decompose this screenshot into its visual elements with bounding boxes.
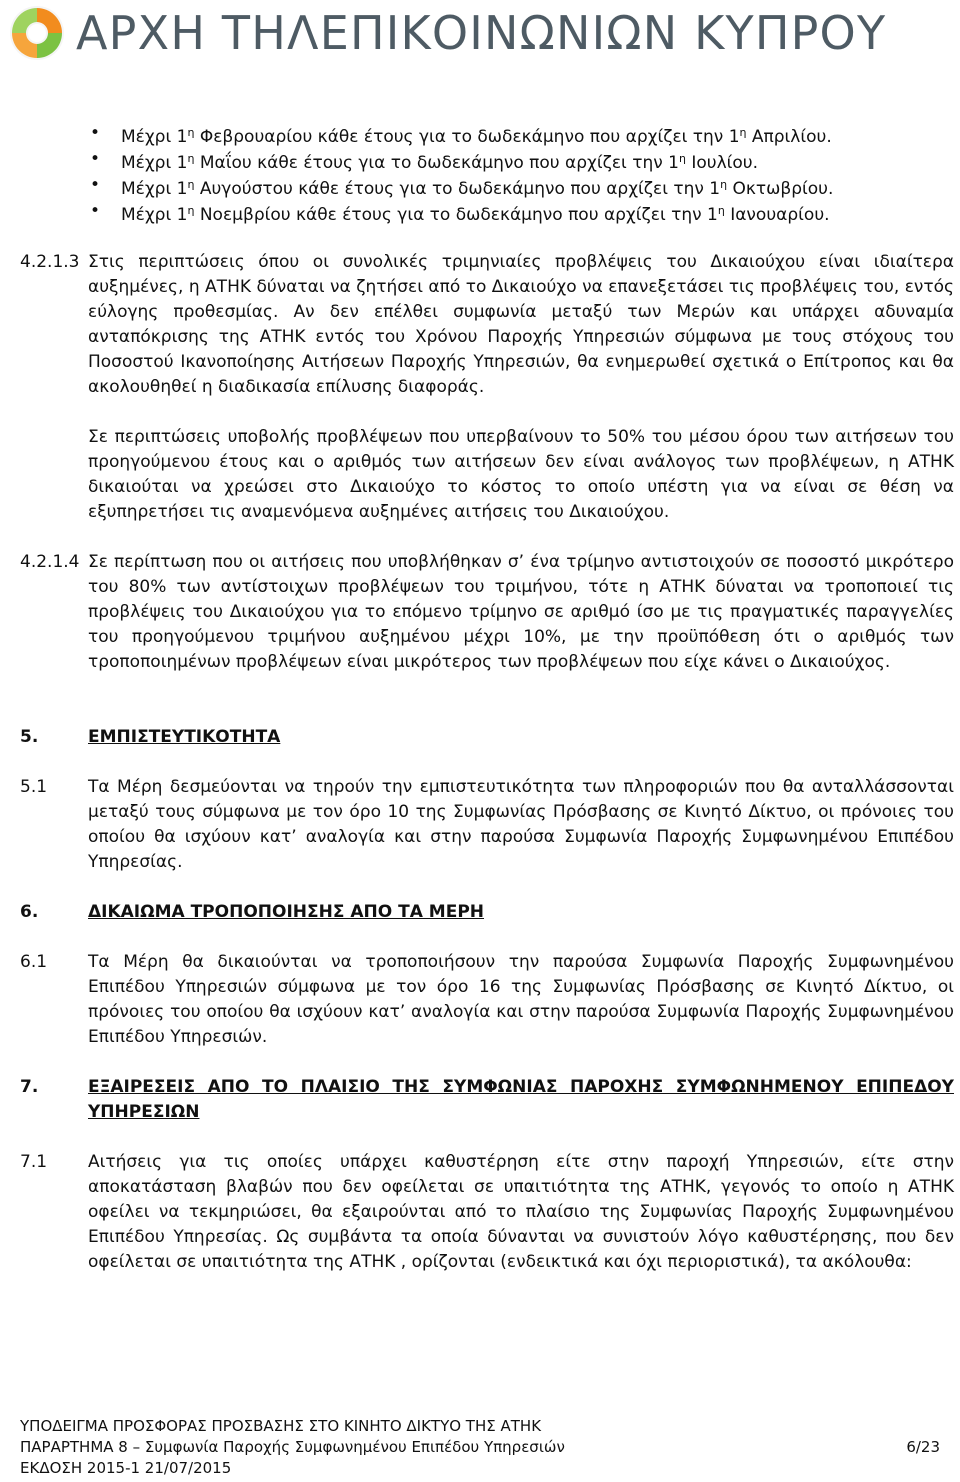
bullet-icon: • — [90, 123, 101, 143]
section-number: 6.1 — [20, 952, 48, 972]
organization-name: ΑΡΧΗ ΤΗΛΕΠΙΚΟΙΝΩΝΙΩΝ ΚΥΠΡΟΥ — [76, 6, 887, 60]
bullet-icon: • — [90, 149, 101, 169]
section-number: 4.2.1.3 — [20, 252, 80, 272]
section-number: 7.1 — [20, 1152, 48, 1172]
heading-title: ΔΙΚΑΙΩΜΑ ΤΡΟΠΟΠΟΙΗΣΗΣ ΑΠΟ ΤΑ ΜΕΡΗ — [88, 902, 485, 922]
document-header — [0, 0, 960, 72]
bullet-icon: • — [90, 175, 101, 195]
footer-version: ΕΚΔΟΣΗ 2015-1 21/07/2015 — [20, 1459, 232, 1477]
footer-document-title: ΥΠΟΔΕΙΓΜΑ ΠΡΟΣΦΟΡΑΣ ΠΡΟΣΒΑΣΗΣ ΣΤΟ ΚΙΝΗΤΟ ΔΙΚΤΥΟ ΤΗΣ ΑΤΗΚ — [20, 1417, 542, 1435]
section-heading-7 — [88, 1075, 954, 1125]
heading-number: 5. — [20, 727, 39, 747]
atek-logo-icon — [8, 4, 66, 62]
page-number: 6/23 — [906, 1438, 940, 1456]
paragraph-5-1: Τα Μέρη δεσμεύονται να τηρούν την εμπιστευτικότητα των πληροφοριών που θα ανταλλάσσονται μεταξύ τους σύμφωνα με τον όρο 10 της Συμφωνίας Πρόσβασης σε Κινητό Δίκτυο, οι πρόνοιες του οποίου θα ισχύουν κατ’ αναλογία και στην παρούσα Συμφωνία Παροχής Συμφωνημένου Επιπέδου Υπηρεσίας. — [88, 777, 954, 872]
section-number: 4.2.1.4 — [20, 552, 80, 572]
section-heading-6 — [20, 900, 950, 925]
footer-annex-title: ΠΑΡΑΡΤΗΜΑ 8 – Συμφωνία Παροχής Συμφωνημένου Επιπέδου Υπηρεσιών — [20, 1438, 565, 1456]
paragraph-7-1: Αιτήσεις για τις οποίες υπάρχει καθυστέρηση είτε στην παροχή Υπηρεσιών, είτε στην αποκατάσταση βλαβών που δεν οφείλεται σε υπαιτιότητα της ΑΤΗΚ, γεγονός το οποίο η ΑΤΗΚ οφείλει να τεκμηριώσει, θα εξαιρούνται από το πλαίσιο της Συμφωνίας Παροχής Συμφωνημένου Επιπέδου Υπηρεσίας. Ως συμβάντα τα οποία δύνανται να συνιστούν λόγο καθυστέρησης, που δεν οφείλεται σε υπαιτιότητα της ΑΤΗΚ , ορίζονται (ενδεικτικά και όχι περιοριστικά), τα ακόλουθα: — [88, 1152, 954, 1272]
paragraph-4-2-1-3: Στις περιπτώσεις όπου οι συνολικές τριμηνιαίες προβλέψεις του Δικαιούχου είναι ιδιαίτερα αυξημένες, η ΑΤΗΚ δύναται να ζητήσει από το Δικαιούχο να επανεξετάσει τις προβλέψεις του, εντός εύλογης προθεσμίας. Αν δεν επέλθει συμφωνία μεταξύ των Μερών και υπάρχει αδυναμία ανταπόκρισης της ΑΤΗΚ εντός του Χρόνου Παροχής Υπηρεσιών σύμφωνα με τους στόχους του Ποσοστού Ικανοποίησης Αιτήσεων Παροχής Υπηρεσιών, θα ενημερωθεί σχετικά ο Επίτροπος και θα ακολουθηθεί η διαδικασία επίλυσης διαφοράς. — [88, 252, 954, 397]
section-heading-5 — [20, 725, 950, 750]
heading-number: 7. — [20, 1077, 39, 1097]
document-footer — [20, 1416, 940, 1479]
heading-number: 6. — [20, 902, 39, 922]
heading-title: ΕΞΑΙΡΕΣΕΙΣ ΑΠΟ ΤΟ ΠΛΑΙΣΙΟ ΤΗΣ ΣΥΜΦΩΝΙΑΣ ΠΑΡΟΧΗΣ ΣΥΜΦΩΝΗΜΕΝΟΥ ΕΠΙΠΕΔΟΥ ΥΠΗΡΕΣΙΩΝ — [88, 1077, 954, 1122]
bullet-icon: • — [90, 201, 101, 221]
paragraph-6-1: Τα Μέρη θα δικαιούνται να τροποποιήσουν την παρούσα Συμφωνία Παροχής Συμφωνημένου Επιπέδου Υπηρεσιών σύμφωνα με τον όρο 16 της Συμφωνίας Πρόσβασης σε Κινητό Δίκτυο, οι πρόνοιες του οποίου θα ισχύουν κατ’ αναλογία και στην παρούσα Συμφωνία Παροχής Συμφωνημένου Επιπέδου Υπηρεσιών. — [88, 952, 954, 1047]
paragraph-4-2-1-4: Σε περίπτωση που οι αιτήσεις που υποβλήθηκαν σ’ ένα τρίμηνο αντιστοιχούν σε ποσοστό μικρότερο του 80% των αντίστοιχων προβλέψεων του τριμήνου, τότε η ΑΤΗΚ δύναται να τροποποιεί τις προβλέψεις του Δικαιούχου για το επόμενο τρίμηνο σε αριθμό ίσο με τις πραγματικές παραγγελίες του προηγούμενου τριμήνου αυξημένου μέχρι 10%, με την προϋπόθεση ότι ο αριθμός των τροποποιημένων προβλέψεων είναι μικρότερος των προβλέψεων που είχε κάνει ο Δικαιούχος. — [88, 552, 954, 672]
paragraph-4-2-1-3-continued: Σε περιπτώσεις υποβολής προβλέψεων που υπερβαίνουν το 50% του μέσου όρου των αιτήσεων του προηγούμενου έτους και ο αριθμός των αιτήσεων δεν είναι ανάλογος των προβλέψεων, η ΑΤΗΚ δικαιούται να χρεώσει στο Δικαιούχο το κόστος το οποίο υπέστη για να είναι σε θέση να εξυπηρετήσει τις αναμενόμενα αυξημένες αιτήσεις του Δικαιούχου. — [88, 427, 954, 522]
heading-title: ΕΜΠΙΣΤΕΥΤΙΚΟΤΗΤΑ — [88, 727, 281, 747]
section-number: 5.1 — [20, 777, 48, 797]
